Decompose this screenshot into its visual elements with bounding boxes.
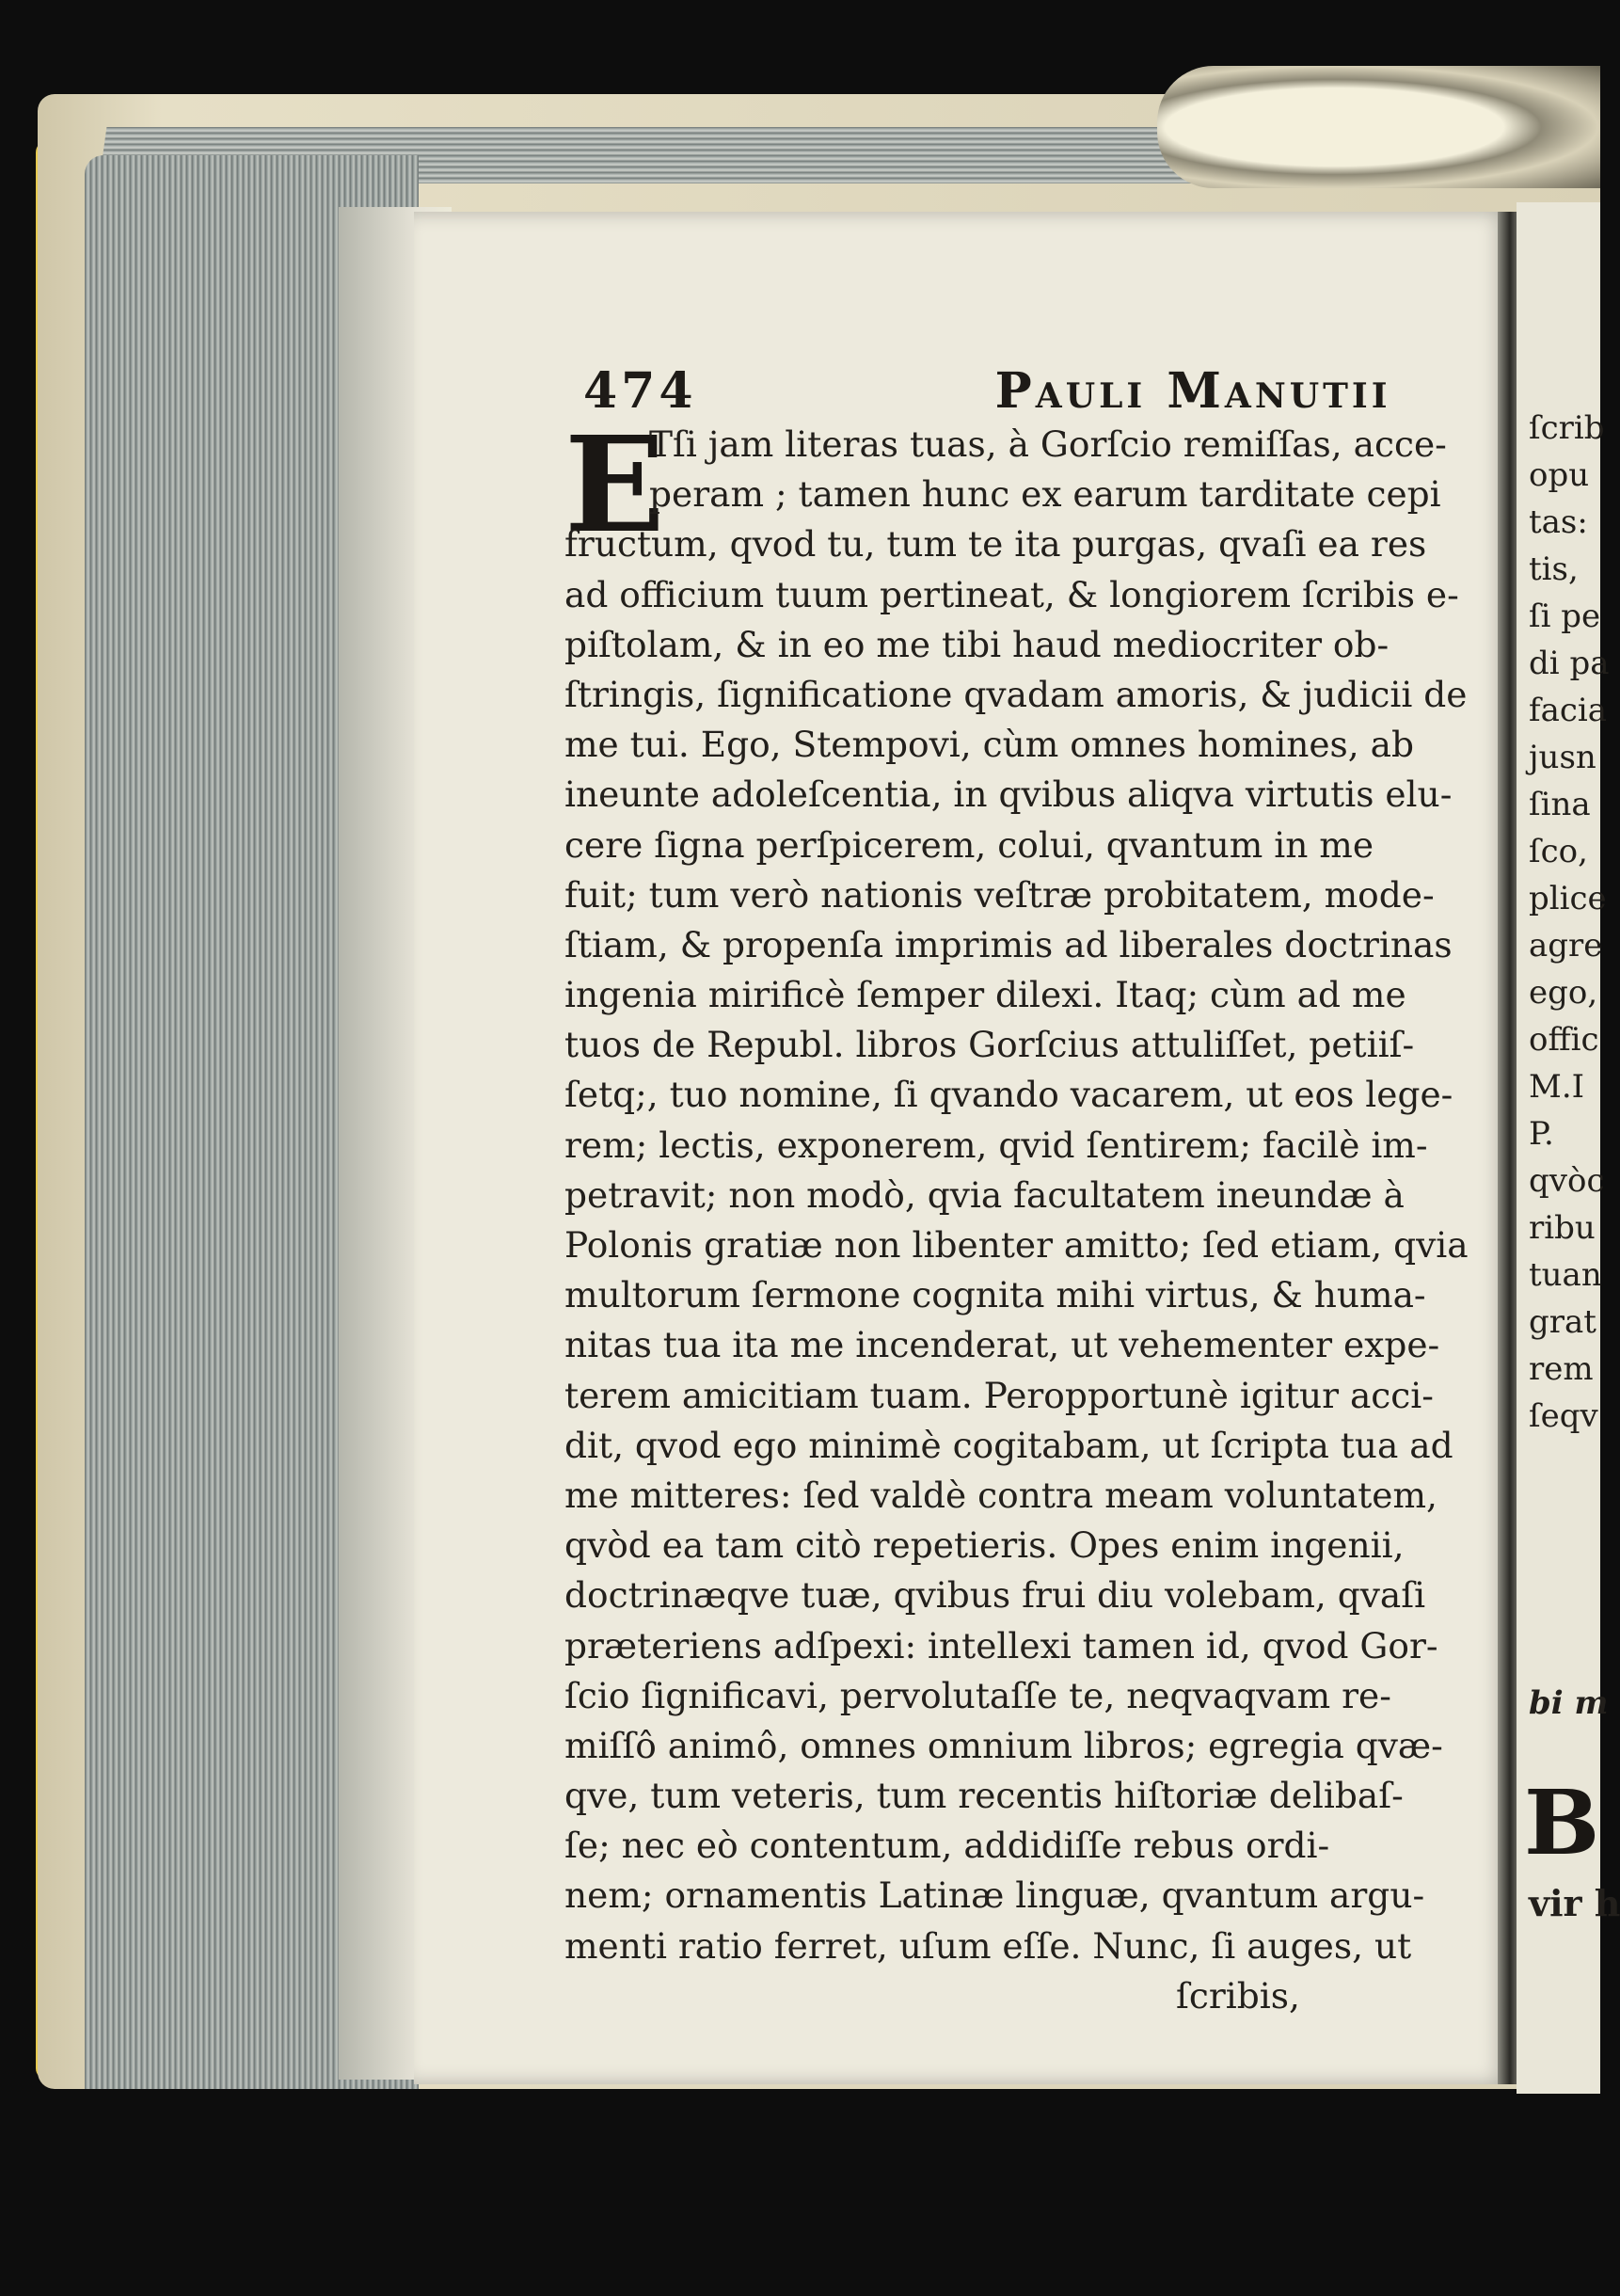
- text-line: terem amicitiam tuam. Peropportunè igitur acci-: [564, 1374, 1434, 1416]
- text-line: præteriens adſpexi: intellexi tamen id, qvod Gor-: [564, 1624, 1438, 1666]
- text-line: piſtolam, & in eo me tibi haud mediocriter ob-: [564, 623, 1390, 665]
- text-line: dit, qvod ego minimè cogitabam, ut ſcripta tua ad: [564, 1424, 1453, 1466]
- next-page-line: tas:: [1529, 503, 1588, 541]
- next-page-last-line: vir h: [1529, 1882, 1620, 1924]
- text-line: ſtiam, & propenſa imprimis ad liberales doctrinas: [564, 923, 1453, 965]
- next-page-line: ſina: [1529, 786, 1591, 823]
- text-line: tuos de Republ. libros Gorſcius attuliſſet, petiiſ-: [564, 1024, 1415, 1066]
- next-page-italic: bi m: [1529, 1684, 1609, 1722]
- text-line: me tui. Ego, Stempovi, cùm omnes homines, ab: [564, 724, 1414, 766]
- text-line: ſcio ſignificavi, pervolutaſſe te, neqvaqvam re-: [564, 1674, 1391, 1716]
- next-page-line: P.: [1529, 1115, 1554, 1153]
- text-line: multorum ſermone cognita mihi virtus, & huma-: [564, 1274, 1426, 1316]
- next-page-line: qvòc: [1529, 1162, 1605, 1200]
- next-page-line: agre: [1529, 927, 1603, 965]
- body-text: [564, 408, 1505, 2021]
- next-page-line: grat: [1529, 1303, 1596, 1341]
- text-line: fructum, qvod tu, tum te ita purgas, qvaſi ea res: [564, 523, 1427, 566]
- text-line: ingenia mirificè ſemper dilexi. Itaq; cùm ad me: [564, 974, 1406, 1016]
- text-line: rem; lectis, exponerem, qvid ſentirem; facilè im-: [564, 1124, 1428, 1166]
- text-line: nem; ornamentis Latinæ linguæ, qvantum argu-: [564, 1874, 1425, 1917]
- next-page-line: ſco,: [1529, 833, 1588, 870]
- text-line: ineunte adoleſcentia, in qvibus aliqva virtutis elu-: [564, 773, 1453, 816]
- text-line: me mitteres: ſed valdè contra meam voluntatem,: [564, 1474, 1437, 1516]
- next-page-line: ſeqv: [1529, 1397, 1598, 1435]
- text-line: Polonis gratiæ non libenter amitto; ſed etiam, qvia: [564, 1224, 1469, 1266]
- next-page-text: [1529, 405, 1610, 1440]
- drop-cap: E: [564, 408, 665, 563]
- next-page-line: facia: [1529, 692, 1608, 729]
- next-page-line: ſi pe: [1529, 598, 1601, 635]
- next-page-line: di pa: [1529, 645, 1610, 682]
- text-line: Tſi jam literas tuas, à Gorſcio remiſſas, acce-: [649, 423, 1447, 465]
- text-line: peram ; tamen hunc ex earum tarditate cepi: [649, 473, 1441, 516]
- text-line: nitas tua ita me incenderat, ut vehementer expe-: [564, 1324, 1440, 1366]
- text-line: cere ſigna perſpicerem, colui, qvantum in me: [564, 823, 1374, 866]
- next-page-line: M.I: [1529, 1068, 1585, 1106]
- next-page-drop-cap: B: [1524, 1771, 1600, 1875]
- next-page-line: tuan: [1529, 1256, 1602, 1294]
- text-line: qve, tum veteris, tum recentis hiſtoriæ delibaſ-: [564, 1775, 1404, 1817]
- text-line: petravit; non modò, qvia facultatem ineundæ à: [564, 1173, 1405, 1216]
- page-number: 474: [583, 362, 697, 420]
- text-line: doctrinæqve tuæ, qvibus frui diu volebam, qvaſi: [564, 1574, 1426, 1617]
- text-line: ſtringis, ſignificatione qvadam amoris, & judicii de: [564, 673, 1468, 715]
- text-line: ſcribis,: [1176, 1974, 1300, 2017]
- next-page-line: offic: [1529, 1021, 1599, 1059]
- next-page-line: rem: [1529, 1350, 1594, 1388]
- next-page-line: ribu: [1529, 1209, 1596, 1247]
- text-line: fuit; tum verò nationis veſtræ probitatem, mode-: [564, 873, 1435, 916]
- header-title: Pauli Manutii: [994, 362, 1391, 420]
- next-page-line: opu: [1529, 456, 1590, 494]
- text-line: ad officium tuum pertineat, & longiorem ſcribis e-: [564, 573, 1459, 615]
- next-page-line: ego,: [1529, 974, 1598, 1012]
- next-page-line: jusn: [1529, 739, 1596, 776]
- text-line: miſſô animô, omnes omnium libros; egregia qvæ-: [564, 1724, 1443, 1766]
- text-line: ſe; nec eò contentum, addidiſſe rebus ordi-: [564, 1825, 1330, 1867]
- text-line: ſetq;, tuo nomine, ſi qvando vacarem, ut eos lege-: [564, 1074, 1453, 1116]
- text-line: qvòd ea tam citò repetieris. Opes enim ingenii,: [564, 1524, 1405, 1567]
- running-header: [583, 362, 1391, 420]
- next-page-line: tis,: [1529, 550, 1579, 588]
- text-line: menti ratio ferret, uſum eſſe. Nunc, ſi auges, ut: [564, 1924, 1412, 1967]
- clasp: [1157, 66, 1600, 188]
- next-page-line: plice: [1529, 880, 1607, 917]
- next-page-line: ſcrib: [1529, 409, 1605, 447]
